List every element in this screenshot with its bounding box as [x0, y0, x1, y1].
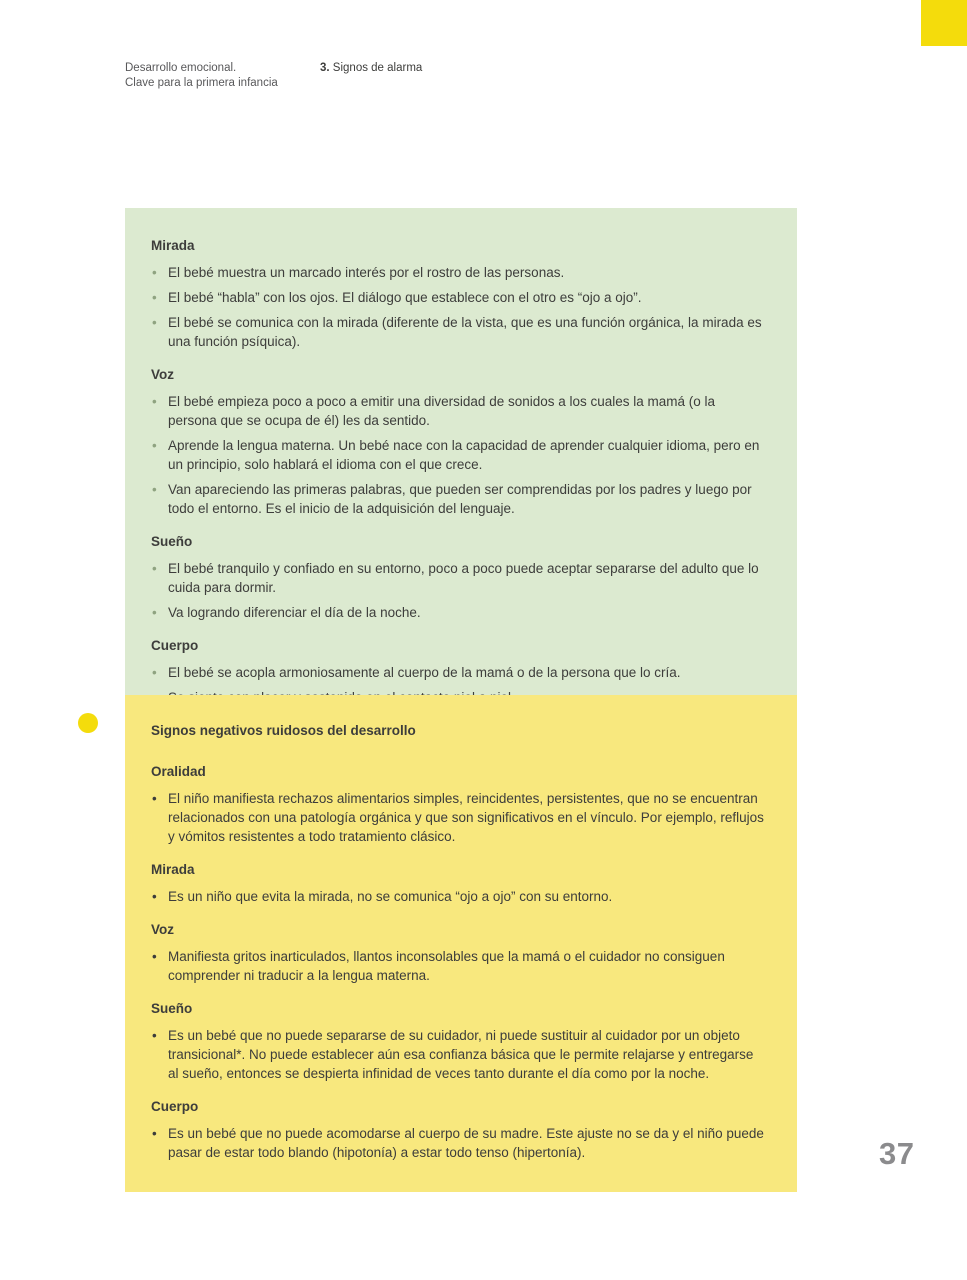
- corner-accent-square: [921, 0, 967, 46]
- section-heading: Cuerpo: [151, 638, 199, 653]
- bullet-item: • Es un bebé que no puede acomodarse al cuerpo de su madre. Este ajuste no se da y el niño puede pasar de estar todo blando (hipotonía) a estar todo tenso (hipertonía).: [151, 1124, 767, 1162]
- section-heading: Mirada: [151, 862, 195, 877]
- bullet-item: • Va logrando diferenciar el día de la noche.: [151, 603, 767, 622]
- bullet-list: [151, 947, 767, 985]
- bullet-list: [151, 559, 767, 622]
- section-marker-dot: [78, 713, 98, 733]
- document-title: [125, 61, 305, 91]
- bullet-list: [151, 887, 767, 906]
- section-heading: Oralidad: [151, 764, 206, 779]
- negative-signs-box: [125, 695, 797, 1192]
- bullet-list: [151, 392, 767, 518]
- bullet-item: • El bebé empieza poco a poco a emitir una diversidad de sonidos a los cuales la mamá (o la persona que se ocupa de él) les da sentido.: [151, 392, 767, 430]
- bullet-item: • Van apareciendo las primeras palabras, que pueden ser comprendidas por los padres y luego por todo el entorno. Es el inicio de la adquisición del lenguaje.: [151, 480, 767, 518]
- bullet-item: • El bebé muestra un marcado interés por el rostro de las personas.: [151, 263, 767, 282]
- bullet-item: • El bebé tranquilo y confiado en su entorno, poco a poco puede aceptar separarse del adulto que lo cuida para dormir.: [151, 559, 767, 597]
- bullet-item: • El bebé se acopla armoniosamente al cuerpo de la mamá o de la persona que lo cría.: [151, 663, 767, 682]
- chapter-number: 3.: [320, 62, 330, 74]
- bullet-item: • El bebé se comunica con la mirada (diferente de la vista, que es una función orgánica, la mirada es una función psíquica).: [151, 313, 767, 351]
- document-title-line2: Clave para la primera infancia: [125, 77, 278, 89]
- positive-signs-box: [125, 208, 797, 737]
- box-title: Signos negativos ruidosos del desarrollo: [151, 723, 416, 738]
- section-heading: Sueño: [151, 534, 193, 549]
- bullet-item: • Es un bebé que no puede separarse de su cuidador, ni puede sustituir al cuidador por un objeto transicional*. No puede establecer aún esa confianza básica que le permite relajarse y entregarse al sueño, entonces se despierta infinidad de veces tanto durante el día como por la noche.: [151, 1026, 767, 1083]
- bullet-list: [151, 263, 767, 351]
- section-heading: Voz: [151, 367, 174, 382]
- bullet-list: [151, 1124, 767, 1162]
- section-heading: Mirada: [151, 238, 195, 253]
- bullet-list: [151, 789, 767, 846]
- bullet-item: • Manifiesta gritos inarticulados, llantos inconsolables que la mamá o el cuidador no consiguen comprender ni traducir a la lengua materna.: [151, 947, 767, 985]
- bullet-item: • El niño manifiesta rechazos alimentarios simples, reincidentes, persistentes, que no se encuentran relacionados con una patología orgánica y que son significativos en el vínculo. Por ejemplo, reflujos y vómitos resistentes a todo tratamiento clásico.: [151, 789, 767, 846]
- chapter-heading: [320, 61, 422, 76]
- bullet-item: • El bebé “habla” con los ojos. El diálogo que establece con el otro es “ojo a ojo”.: [151, 288, 767, 307]
- page-number: 37: [879, 1136, 915, 1171]
- document-title-line1: Desarrollo emocional.: [125, 62, 237, 74]
- bullet-item: • Es un niño que evita la mirada, no se comunica “ojo a ojo” con su entorno.: [151, 887, 767, 906]
- section-heading: Sueño: [151, 1001, 193, 1016]
- section-heading: Cuerpo: [151, 1099, 199, 1114]
- bullet-list: [151, 1026, 767, 1083]
- section-heading: Voz: [151, 922, 174, 937]
- chapter-title: Signos de alarma: [332, 62, 423, 74]
- bullet-item: • Aprende la lengua materna. Un bebé nace con la capacidad de aprender cualquier idioma, pero en un principio, solo hablará el idioma con el que crece.: [151, 436, 767, 474]
